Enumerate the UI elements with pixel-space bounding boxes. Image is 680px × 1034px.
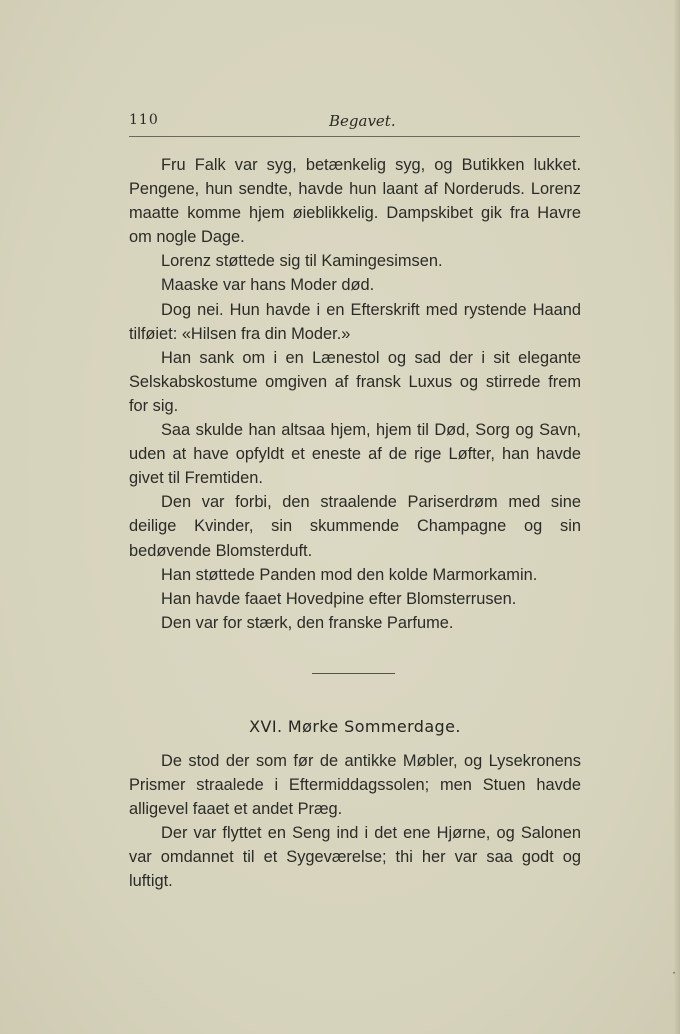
paragraph: Han havde faaet Hovedpine efter Blomsterrusen. [161,589,517,608]
chapter-heading: XVI. Mørke Sommerdage. [249,717,461,736]
paragraph: Han støttede Panden mod den kolde Marmorkamin. [161,565,538,584]
paragraph: Der var flyttet en Seng ind i det ene Hjørne, og Salonen var omdannet til et Sygeværelse; thi her var saa godt og luftigt. [129,824,581,891]
running-title: Begavet. [329,112,396,130]
paragraph: Fru Falk var syg, betænkelig syg, og Butikken lukket. Pengene, hun sendte, havde hun laant af Norderuds. Lorenz maatte komme hjem øieblikkelig. Dampskibet gik fra Havre om nogle Dage. [129,156,581,247]
page-header [129,112,580,137]
text-block-after-chapter [129,749,581,894]
section-divider [312,673,395,674]
text-block-before-chapter [129,153,581,635]
paragraph: Dog nei. Hun havde i en Efterskrift med rystende Haand tilføiet: «Hilsen fra din Moder.» [129,300,581,343]
paragraph: Den var for stærk, den franske Parfume. [161,613,454,632]
page-edge [674,0,680,1034]
paragraph: De stod der som før de antikke Møbler, og Lysekronens Prismer straalede i Eftermiddagssolen; men Stuen havde alligevel faaet et andet Præg. [129,752,581,819]
paragraph: Lorenz støttede sig til Kamingesimsen. [161,252,443,271]
paragraph: Den var forbi, den straalende Pariserdrøm med sine deilige Kvinder, sin skummende Champagne og sin bedøvende Blomsterduft. [129,493,581,560]
paragraph: Saa skulde han altsaa hjem, hjem til Død, Sorg og Savn, uden at have opfyldt et eneste af de rige Løfter, han havde givet til Fremtiden. [129,421,581,488]
paragraph: Maaske var hans Moder død. [161,276,375,295]
page-speck: · [672,966,676,980]
page-number: 110 [129,112,159,128]
paragraph: Han sank om i en Lænestol og sad der i sit elegante Selskabskostume omgiven af fransk Luxus og stirrede frem for sig. [129,348,581,415]
